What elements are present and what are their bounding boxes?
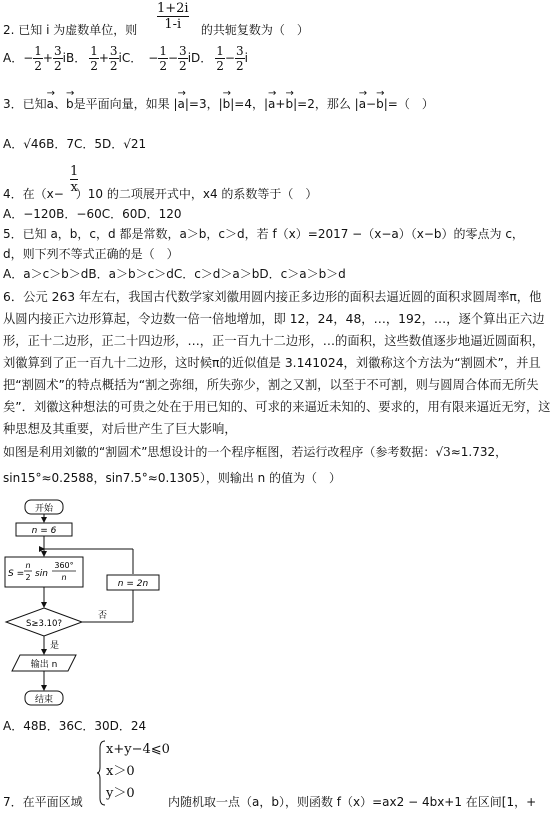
q2-options: A．− $\frac{1}{2}$ + $\frac{3}{2}$ iB． $\frac{1}{2}$ + $\frac{3}{2}$ iC． − $\frac{1}{2}$ − $\frac{3}{2}$ iD． $\frac{1}{2}$ − $\frac{3}{2}$ i	[3, 44, 248, 73]
q2-frac: $\frac{1}{2}$	[216, 44, 224, 73]
q2-frac: $\frac{1}{2}$	[34, 44, 42, 73]
svg-text:S =: S =	[8, 569, 25, 579]
q2-fraction-numerator: 1+2i	[157, 1, 189, 16]
q4-options: A．−120B．−60C．60D．120	[3, 207, 182, 221]
q2-frac: $\frac{3}{2}$	[235, 44, 244, 73]
flow-output-label: 输出 n	[30, 660, 58, 670]
q6-sqrt-line: 如图是利用刘徽的“割圆术”思想设计的一个程序框图，若运行改程序（参考数据：√3≈1.732，	[3, 445, 508, 459]
q2-frac: $\frac{1}{2}$	[159, 44, 167, 73]
svg-text:2: 2	[25, 573, 31, 582]
q2-fraction-denominator: 1-i	[164, 17, 182, 32]
q2-stem	[3, 22, 309, 38]
flow-update-label: n = 2n	[117, 579, 149, 589]
q7-system-line3: y＞0	[106, 786, 135, 801]
svg-text:n: n	[25, 561, 31, 570]
svg-text:360°: 360°	[54, 561, 74, 570]
q7-system-line1: x+y−4⩽0	[106, 742, 170, 757]
q2-frac: $\frac{3}{2}$	[109, 44, 118, 73]
flow-no-label: 否	[98, 611, 108, 621]
flowchart	[0, 496, 180, 714]
q7-stem-pre: 7．在平面区域	[3, 795, 83, 809]
vector-b: → b	[66, 96, 74, 112]
q4-stem: 4．在（x− ）10 的二项展开式中，x4 的系数等于（ ）	[3, 187, 318, 201]
q2-option-b-label: B．	[65, 51, 87, 65]
q2-option-d-label: D．	[191, 51, 213, 65]
q2-frac: $\frac{1}{2}$	[90, 44, 98, 73]
flow-start-label: 开始	[34, 504, 54, 514]
flow-end-label: 结束	[34, 695, 54, 705]
sqrt3: √3	[435, 445, 451, 459]
svg-text:n: n	[61, 573, 67, 582]
q4-fraction: $\frac{1}{x}$	[70, 164, 79, 195]
q2-option-c-label: C．	[121, 51, 143, 65]
flow-init-label: n = 6	[31, 526, 57, 536]
q2-stem-post: 的共轭复数为（ ）	[200, 23, 309, 37]
flow-yes-label: 是	[50, 641, 60, 651]
q5-line1: 5．已知 a，b，c，d 都是常数，a＞b，c＞d，若 f（x）=2017 −（x−a）（x−b）的零点为 c，	[3, 227, 524, 241]
q2-frac: $\frac{3}{2}$	[179, 44, 187, 73]
q6-paragraph: 6．公元 263 年左右，我国古代数学家刘徽用圆内接正多边形的面积去逼近圆的面积求圆周率π，他从圆内接正六边形算起，令边数一倍一倍地增加，即 12，24，48，…，192，…，逐个算出正六边形，正十二边形，正二十四边形，…，正一百九十二边形，…的面积，这些数值逐步地逼近圆面积，刘徽算到了正一百九十二边形，这时候π的近似值是 3.141024，刘徽称这个方法为“割圆术”，并且把“割圆术”的特点概括为“割之弥细，所失弥少，割之又割，以至于不可割，则与圆周合体而无所失矣”．刘徽这种想法的可贵之处在于用已知的、可求的来逼近未知的、要求的，用有限来逼近无穷，这种思想及其重要，对后世产生了巨大影响，	[3, 290, 551, 436]
q6-options: A．48B．36C．30D．24	[3, 719, 147, 733]
q2-frac: $\frac{3}{2}$	[53, 44, 62, 73]
q3-options: A．√46B．7C．5D．√21	[3, 137, 147, 151]
q2-number: 2.	[3, 23, 15, 37]
q3-stem: 3．已知→ a、→ b是平面向量，如果 |→ a|=3，|→ b|=4，|→ a+→ b|=2，那么 |→ a−→ b|=（ ）	[3, 96, 434, 112]
svg-text:sin: sin	[35, 569, 48, 579]
q7-stem-post: 内随机取一点（a，b），则函数 f（x）=ax2 − 4bx+1 在区间[1，+	[168, 795, 537, 809]
q6-sin-line: sin15°≈0.2588，sin7.5°≈0.1305），则输出 n 的值为（ ）	[3, 471, 342, 485]
q7-system-line2: x＞0	[106, 764, 135, 779]
q2-stem-pre: 已知 i 为虚数单位，则	[18, 23, 138, 37]
q5-line2: d，则下列不等式正确的是（ ）	[3, 247, 179, 261]
q5-options: A．a＞c＞b＞dB．a＞b＞c＞dC．c＞d＞a＞bD．c＞a＞b＞d	[3, 267, 346, 281]
vector-a: → a	[47, 96, 54, 112]
q7-brace	[96, 740, 106, 806]
q2-option-a-label: A．	[3, 51, 24, 65]
flow-decision-label: S≥3.10?	[26, 619, 62, 629]
